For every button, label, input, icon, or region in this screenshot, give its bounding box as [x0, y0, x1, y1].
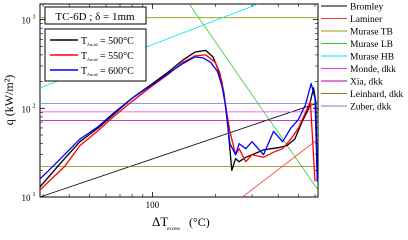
y-axis-title: q (kW/m²): [2, 74, 16, 126]
outer-legend: [320, 0, 407, 120]
y-axis-label: [2, 75, 16, 126]
title-box: [45, 7, 146, 24]
correlation-line-murase-lb: [189, 4, 318, 190]
y-tick-label: 10: [21, 193, 31, 203]
inner-legend-label-value-2: = 550°C: [100, 51, 134, 62]
outer-legend-label-murase-tb: Murase TB: [350, 27, 393, 38]
inner-legend-label-sub-2: Ancial: [87, 57, 98, 62]
outer-legend-label-leinhard-dkk: Leinhard, dkk: [350, 90, 404, 100]
y-tick-label: 10: [21, 15, 31, 26]
outer-legend-label-xia-dkk: Xia, dkk: [350, 77, 383, 88]
outer-legend-label-murase-hb: Murase HB: [350, 52, 395, 63]
outer-legend-label-laminer: Laminer: [350, 15, 383, 25]
outer-legend-label-monde-dkk: Monde, dkk: [350, 65, 396, 75]
x-axis-label: [152, 214, 210, 232]
inner-legend-label-value-1: = 500°C: [100, 36, 134, 47]
inner-legend-label-sub-1: Ancial: [87, 42, 98, 47]
outer-legend-label-zuber-dkk: Zuber, dkk: [350, 102, 392, 113]
inner-legend-label-3: T: [81, 66, 88, 77]
inner-legend: [45, 29, 146, 81]
inner-legend-label-value-3: = 600°C: [100, 66, 134, 77]
outer-legend-label-murase-lb: Murase LB: [350, 40, 394, 50]
y-tick-label-exponent: 3: [32, 14, 36, 21]
x-tick-label: 100: [145, 200, 160, 210]
inner-legend-label-2: T: [81, 51, 88, 62]
correlation-line-bromley: [40, 103, 318, 197]
x-axis-unit: (°C): [189, 215, 210, 229]
inner-legend-label-1: T: [81, 36, 88, 47]
y-tick-label-exponent: 2: [32, 103, 36, 110]
outer-legend-label-bromley: Bromley: [350, 2, 384, 13]
y-tick-label-exponent: 1: [32, 192, 36, 198]
y-tick-label: 10: [21, 104, 31, 115]
x-axis-subscript: excess: [167, 227, 181, 232]
inner-legend-label-sub-3: Ancial: [87, 72, 98, 77]
chart-title: TC-6D ; δ = 1mm: [55, 11, 135, 23]
x-axis-title: ΔT: [152, 214, 169, 229]
